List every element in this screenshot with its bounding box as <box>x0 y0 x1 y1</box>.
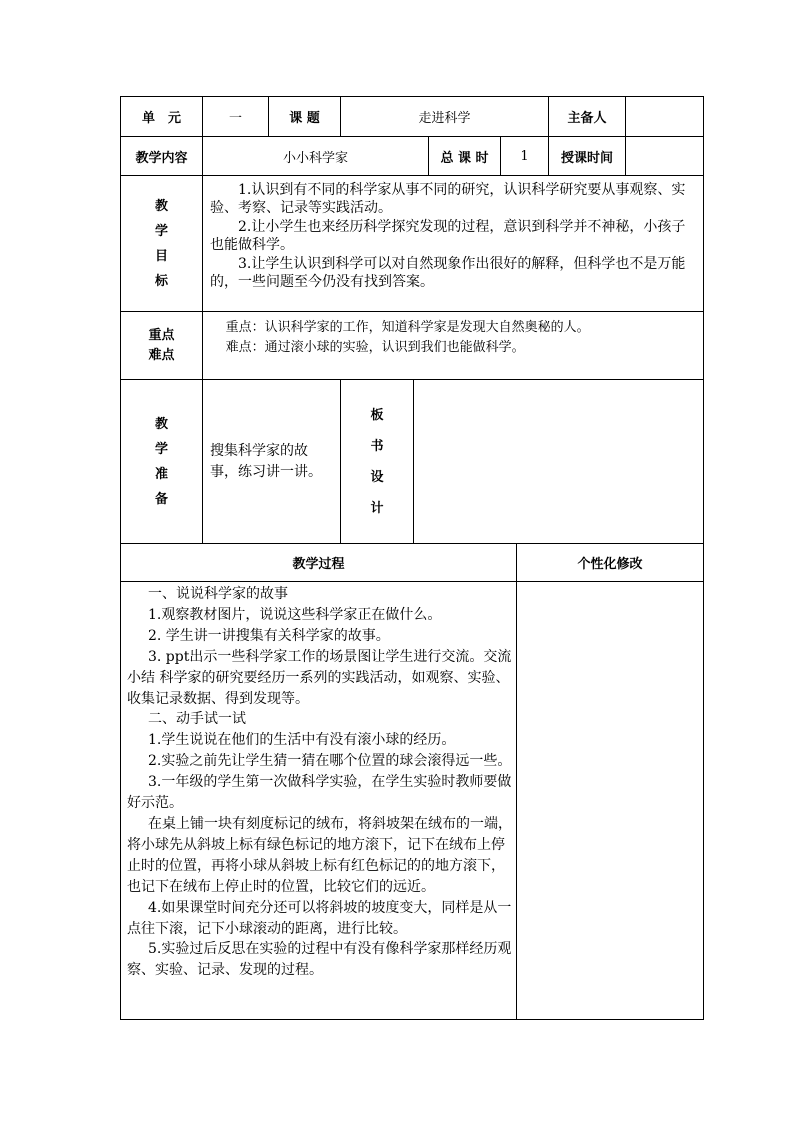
process-paragraph: 在桌上铺一块有刻度标记的绒布，将斜坡架在绒布的一端，将小球先从斜坡上标有绿色标记的地方滚下，记下在绒布上停止时的位置，再将小球从斜坡上标有红色标记的的地方滚下，也记下在绒布上停止时的位置，比较它们的远近。 <box>127 815 512 895</box>
preparation-label-char: 准 <box>154 466 168 482</box>
process-paragraph: 5.实验过后反思在实验的过程中有没有像科学家那样经历观察、实验、记录、发现的过程。 <box>127 941 512 979</box>
objectives-label-char: 学 <box>154 223 168 239</box>
process-header: 教学过程 <box>120 543 517 582</box>
key-points-label <box>120 311 203 380</box>
unit-value: 一 <box>202 96 269 137</box>
preparation-content <box>202 379 341 544</box>
process-content <box>120 581 517 1020</box>
process-paragraph: 1.学生说说在他们的生活中有没有滚小球的经历。 <box>148 732 456 749</box>
process-paragraph: 2.实验之前先让学生猜一猜在哪个位置的球会滚得远一些。 <box>148 753 512 770</box>
key-point-item: 难点：通过滚小球的实验，认识到我们也能做科学。 <box>225 340 525 355</box>
unit-label: 单 元 <box>120 96 203 137</box>
content-value: 小小科学家 <box>202 136 429 176</box>
process-paragraph: 1.观察教材图片，说说这些科学家正在做什么。 <box>148 606 442 623</box>
objectives-label-char: 教 <box>154 198 168 214</box>
total-hours-label: 总 课 时 <box>428 136 501 176</box>
preparer-value <box>625 96 704 137</box>
key-points-label-char: 难点 <box>148 347 175 363</box>
objectives-label <box>120 175 203 312</box>
preparation-label-char: 教 <box>154 416 168 432</box>
preparation-label-char: 备 <box>154 491 168 507</box>
objectives-label-char: 目 <box>154 248 168 264</box>
objectives-label-char: 标 <box>154 273 168 289</box>
topic-value: 走进科学 <box>340 96 549 137</box>
key-points-label-char: 重点 <box>148 327 175 343</box>
topic-label: 课 题 <box>268 96 341 137</box>
objective-item: 2.让小学生也来经历科学探究发现的过程，意识到科学并不神秘，小孩子也能做科学。 <box>210 218 686 254</box>
process-paragraph: 4.如果课堂时间充分还可以将斜坡的坡度变大，同样是从一点往下滚，记下小球滚动的距离，进行比较。 <box>127 899 512 937</box>
board-design-content <box>413 379 704 544</box>
board-label-char: 板 <box>370 408 384 423</box>
board-label-char: 计 <box>370 501 384 516</box>
time-label: 授课时间 <box>548 136 626 176</box>
objective-item: 3.让学生认识到科学可以对自然现象作出很好的解释，但科学也不是万能的，一些问题至今仍没有找到答案。 <box>210 255 686 291</box>
total-hours-value: 1 <box>500 136 549 176</box>
modify-header: 个性化修改 <box>516 543 704 582</box>
preparation-label <box>120 379 203 544</box>
content-label: 教学内容 <box>120 136 203 176</box>
process-paragraph: 3. ppt出示一些科学家工作的场景图让学生进行交流。交流小结 科学家的研究要经历一系列的实践活动，如观察、实验、收集记录数据、得到发现等。 <box>127 648 512 707</box>
key-points-content <box>202 311 704 380</box>
time-value <box>625 136 704 176</box>
board-label-char: 书 <box>370 439 384 454</box>
objectives-content <box>202 175 704 312</box>
preparation-label-char: 学 <box>154 441 168 457</box>
process-paragraph: 3.一年级的学生第一次做科学实验，在学生实验时教师要做好示范。 <box>127 774 512 812</box>
objective-item: 1.认识到有不同的科学家从事不同的研究，认识科学研究要从事观察、实验、考察、记录等实践活动。 <box>210 182 686 217</box>
process-paragraph: 一、说说科学家的故事 <box>148 586 288 602</box>
process-paragraph: 二、动手试一试 <box>148 711 246 728</box>
board-label-char: 设 <box>370 470 384 485</box>
key-point-item: 重点：认识科学家的工作，知道科学家是发现大自然奥秘的人。 <box>225 320 590 335</box>
preparation-text: 搜集科学家的故事，练习讲一讲。 <box>210 442 322 480</box>
modify-content <box>516 581 704 1020</box>
process-paragraph: 2. 学生讲一讲搜集有关科学家的故事。 <box>148 627 390 644</box>
preparer-label: 主备人 <box>548 96 626 137</box>
board-design-label <box>340 379 414 544</box>
